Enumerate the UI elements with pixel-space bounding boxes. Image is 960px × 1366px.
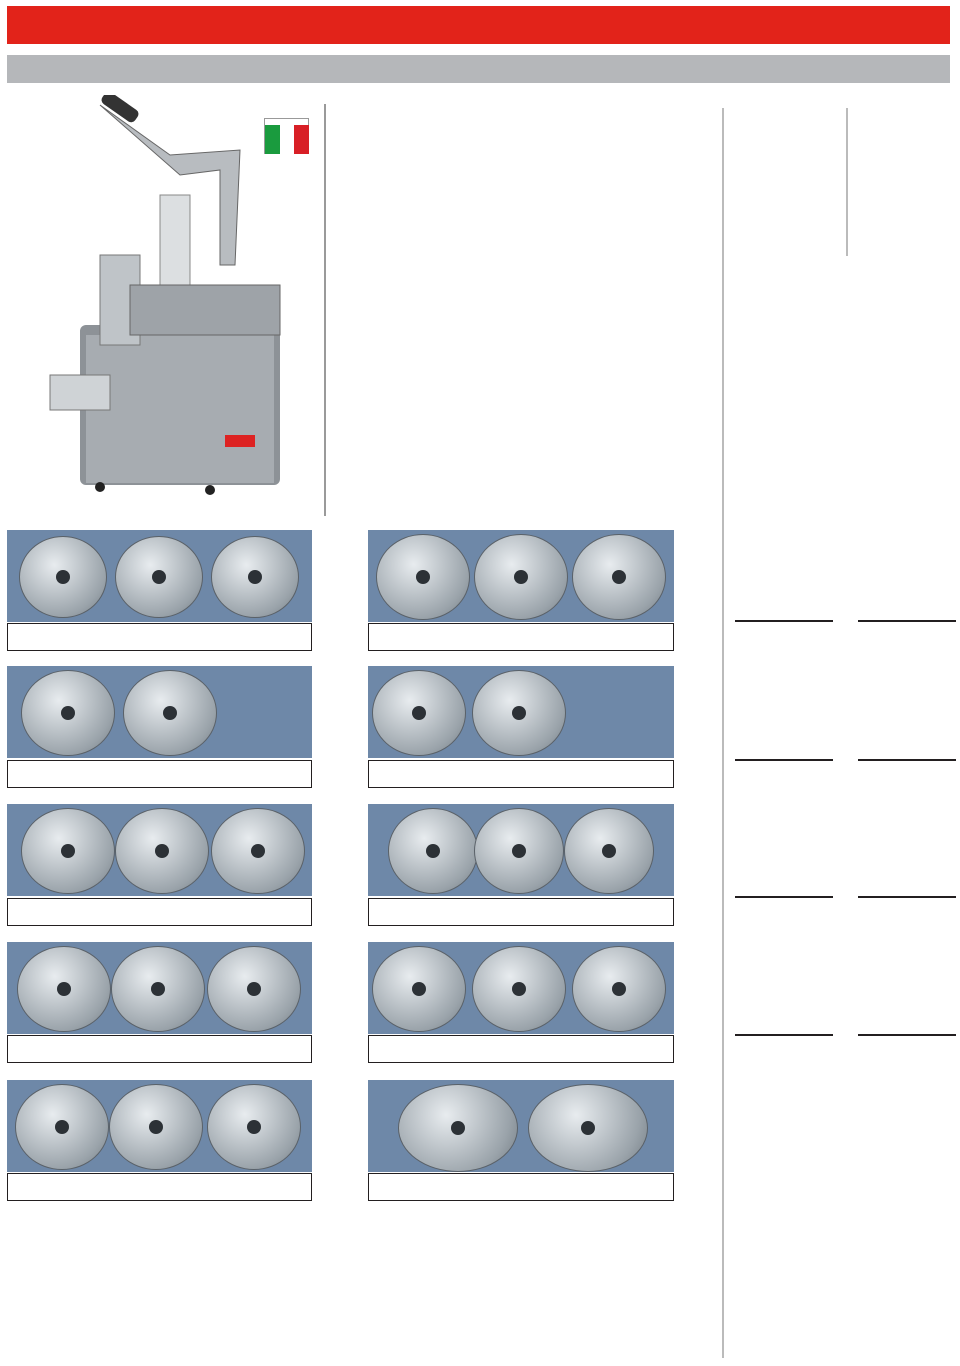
disc-photo-right	[368, 530, 674, 622]
rule	[858, 896, 956, 898]
disc-label	[7, 623, 312, 651]
table-header	[7, 55, 950, 83]
flag-red	[294, 125, 309, 154]
page-title	[7, 6, 950, 44]
divider-type	[722, 108, 724, 1358]
disc-photo-right	[368, 1080, 674, 1172]
product-image	[40, 95, 310, 505]
disc-photo-right	[368, 804, 674, 896]
disc-photo-left	[7, 1080, 312, 1172]
rule	[858, 759, 956, 761]
rule	[858, 1034, 956, 1036]
rule	[858, 620, 956, 622]
disc-label	[368, 760, 674, 788]
disc-label	[368, 898, 674, 926]
disc-label	[368, 1035, 674, 1063]
disc-photo-left	[7, 666, 312, 758]
disc-photo-left	[7, 942, 312, 1034]
disc-label	[368, 623, 674, 651]
rule	[735, 620, 833, 622]
disc-label	[7, 760, 312, 788]
flag-green	[265, 125, 280, 154]
disc-label	[7, 1035, 312, 1063]
disc-label	[368, 1173, 674, 1201]
flag-white	[280, 125, 294, 154]
disc-photo-right	[368, 666, 674, 758]
disc-photo-left	[7, 804, 312, 896]
disc-label	[7, 898, 312, 926]
divider-image	[324, 104, 326, 516]
rule	[735, 1034, 833, 1036]
rule	[735, 896, 833, 898]
divider-price	[846, 108, 848, 256]
disc-label	[7, 1173, 312, 1201]
rule	[735, 759, 833, 761]
disc-photo-right	[368, 942, 674, 1034]
italy-flag-box	[264, 118, 309, 154]
disc-photo-left	[7, 530, 312, 622]
